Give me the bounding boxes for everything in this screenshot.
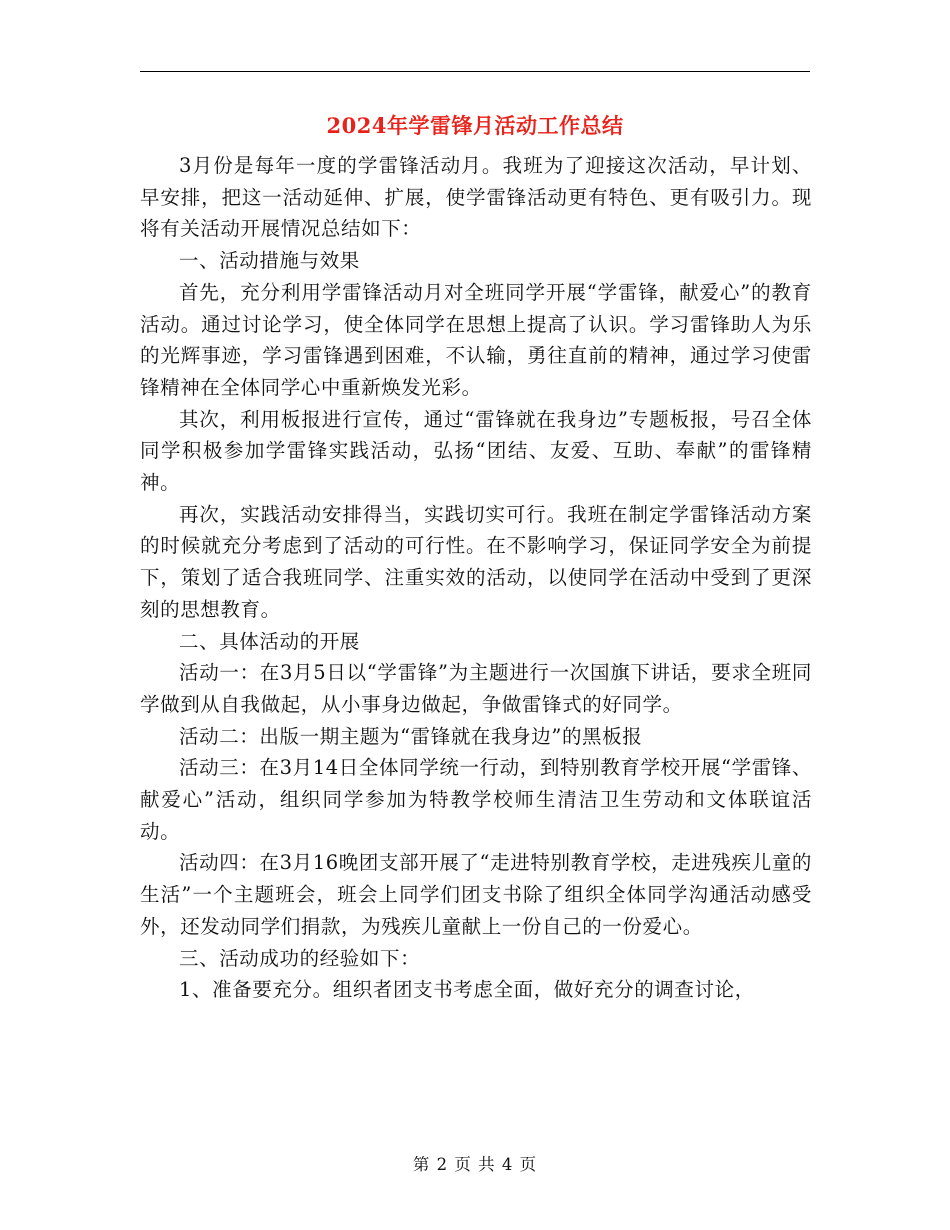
paragraph-second: 其次，利用板报进行宣传，通过“雷锋就在我身边”专题板报，号召全体同学积极参加学雷锋实践活动，弘扬“团结、友爱、互助、奉献”的雷锋精神。 [140, 407, 812, 495]
section-heading-3: 三、活动成功的经验如下： [179, 946, 421, 970]
section-heading-1: 一、活动措施与效果 [179, 249, 360, 273]
paragraph-activity-1: 活动一：在3月5日以“学雷锋”为主题进行一次国旗下讲话，要求全班同学做到从自我做起，从小事身边做起，争做雷锋式的好同学。 [140, 661, 812, 716]
paragraph-activity-4: 活动四：在3月16晚团支部开展了“走进特别教育学校，走进残疾儿童的生活”一个主题班会，班会上同学们团支书除了组织全体同学沟通活动感受外，还发动同学们捐款，为残疾儿童献上一份自己的一份爱心。 [140, 851, 812, 938]
document-body [140, 150, 812, 1006]
paragraph-first: 首先，充分利用学雷锋活动月对全班同学开展“学雷锋，献爱心”的教育活动。通过讨论学习，使全体同学在思想上提高了认识。学习雷锋助人为乐的光辉事迹，学习雷锋遇到困难，不认输，勇往直前的精神，通过学习使雷锋精神在全体同学心中重新焕发光彩。 [140, 280, 812, 399]
paragraph-activity-2: 活动二：出版一期主题为“雷锋就在我身边”的黑板报 [179, 724, 643, 748]
paragraph-intro: 3月份是每年一度的学雷锋活动月。我班为了迎接这次活动，早计划、早安排，把这一活动延伸、扩展，使学雷锋活动更有特色、更有吸引力。现将有关活动开展情况总结如下： [140, 154, 812, 241]
paragraph-experience-1: 1、准备要充分。组织者团支书考虑全面，做好充分的调查讨论， [179, 978, 755, 1002]
paragraph-third: 再次，实践活动安排得当，实践切实可行。我班在制定学雷锋活动方案的时候就充分考虑到了活动的可行性。在不影响学习，保证同学安全为前提下，策划了适合我班同学、注重实效的活动，以使同学在活动中受到了更深刻的思想教育。 [140, 502, 812, 621]
paragraph-activity-3: 活动三：在3月14日全体同学统一行动，到特别教育学校开展“学雷锋、献爱心”活动，组织同学参加为特教学校师生清洁卫生劳动和文体联谊活动。 [140, 756, 812, 843]
document-title: 2024年学雷锋月活动工作总结 [326, 113, 624, 138]
section-heading-2: 二、具体活动的开展 [179, 629, 360, 653]
header-rule [140, 71, 810, 72]
page-footer: 第 2 页 共 4 页 [412, 1155, 538, 1174]
